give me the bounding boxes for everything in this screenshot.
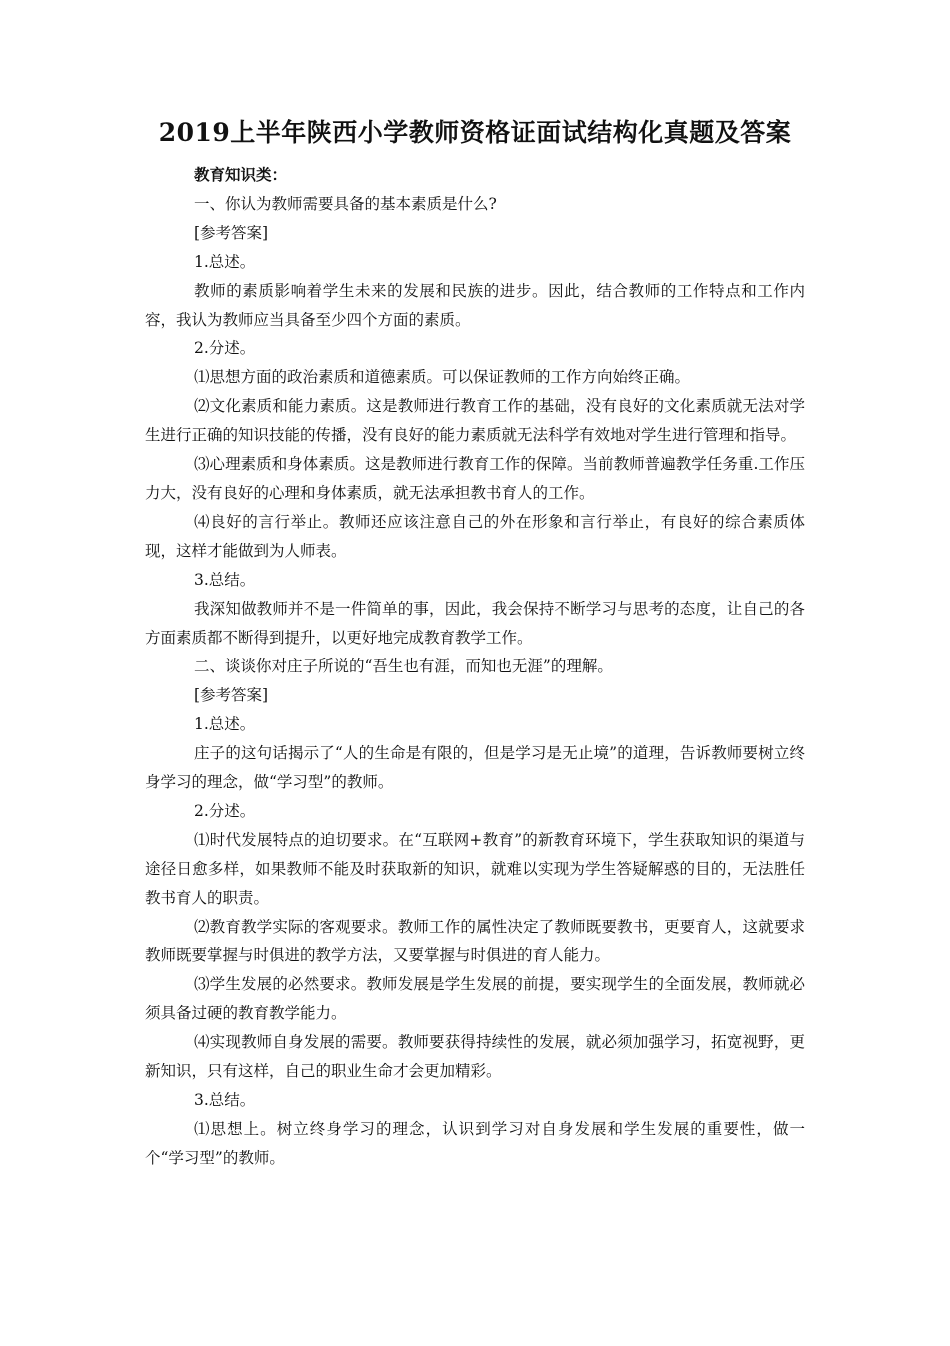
q2-reference-label: [参考答案] xyxy=(194,686,269,705)
q2-point-3: ⑶学生发展的必然要求。教师发展是学生发展的前提，要实现学生的全面发展，教师就必须具备过硬的教育教学能力。 xyxy=(145,975,805,1023)
q1-point-1: ⑴思想方面的政治素质和道德素质。可以保证教师的工作方向始终正确。 xyxy=(194,368,691,387)
q2-point-2: ⑵教育教学实际的客观要求。教师工作的属性决定了教师既要教书，更要育人，这就要求教师既要掌握与时俱进的教学方法，又要掌握与时俱进的育人能力。 xyxy=(145,917,805,965)
q2-heading-details: 2.分述。 xyxy=(194,801,256,820)
q2-point-1: ⑴时代发展特点的迫切要求。在“互联网+教育”的新教育环境下，学生获取知识的渠道与途径日愈多样，如果教师不能及时获取新的知识，就难以实现为学生答疑解惑的目的，无法胜任教书育人的职责。 xyxy=(145,830,805,907)
q2-heading-overview: 1.总述。 xyxy=(194,715,256,734)
q1-point-4: ⑷良好的言行举止。教师还应该注意自己的外在形象和言行举止，有良好的综合素质体现，这样才能做到为人师表。 xyxy=(145,512,805,560)
document-title: 2019上半年陕西小学教师资格证面试结构化真题及答案 xyxy=(158,118,792,147)
q1-overview-text: 教师的素质影响着学生未来的发展和民族的进步。因此，结合教师的工作特点和工作内容，我认为教师应当具备至少四个方面的素质。 xyxy=(145,281,805,329)
q1-heading-overview: 1.总述。 xyxy=(194,252,256,271)
q1-reference-label: [参考答案] xyxy=(194,223,269,242)
question-1: 一、你认为教师需要具备的基本素质是什么? xyxy=(194,194,497,213)
q2-point-4: ⑷实现教师自身发展的需要。教师要获得持续性的发展，就必须加强学习，拓宽视野，更新知识，只有这样，自己的职业生命才会更加精彩。 xyxy=(145,1033,805,1081)
q1-summary-text: 我深知做教师并不是一件简单的事，因此，我会保持不断学习与思考的态度，让自己的各方面素质都不断得到提升，以更好地完成教育教学工作。 xyxy=(145,599,805,647)
q1-point-3: ⑶心理素质和身体素质。这是教师进行教育工作的保障。当前教师普遍教学任务重.工作压力大，没有良好的心理和身体素质，就无法承担教书育人的工作。 xyxy=(145,455,805,502)
document-body xyxy=(145,161,805,1173)
q1-heading-details: 2.分述。 xyxy=(194,339,256,358)
q2-summary-point-1: ⑴思想上。树立终身学习的理念，认识到学习对自身发展和学生发展的重要性，做一个“学习型”的教师。 xyxy=(145,1119,805,1167)
question-2: 二、谈谈你对庄子所说的“吾生也有涯，而知也无涯”的理解。 xyxy=(194,657,613,676)
q2-overview-text: 庄子的这句话揭示了“人的生命是有限的，但是学习是无止境”的道理，告诉教师要树立终身学习的理念，做“学习型”的教师。 xyxy=(145,744,805,792)
q1-heading-summary: 3.总结。 xyxy=(194,570,256,589)
q2-heading-summary: 3.总结。 xyxy=(194,1091,256,1109)
section-heading: 教育知识类： xyxy=(194,165,288,184)
q1-point-2: ⑵文化素质和能力素质。这是教师进行教育工作的基础，没有良好的文化素质就无法对学生进行正确的知识技能的传播，没有良好的能力素质就无法科学有效地对学生进行管理和指导。 xyxy=(145,397,805,445)
